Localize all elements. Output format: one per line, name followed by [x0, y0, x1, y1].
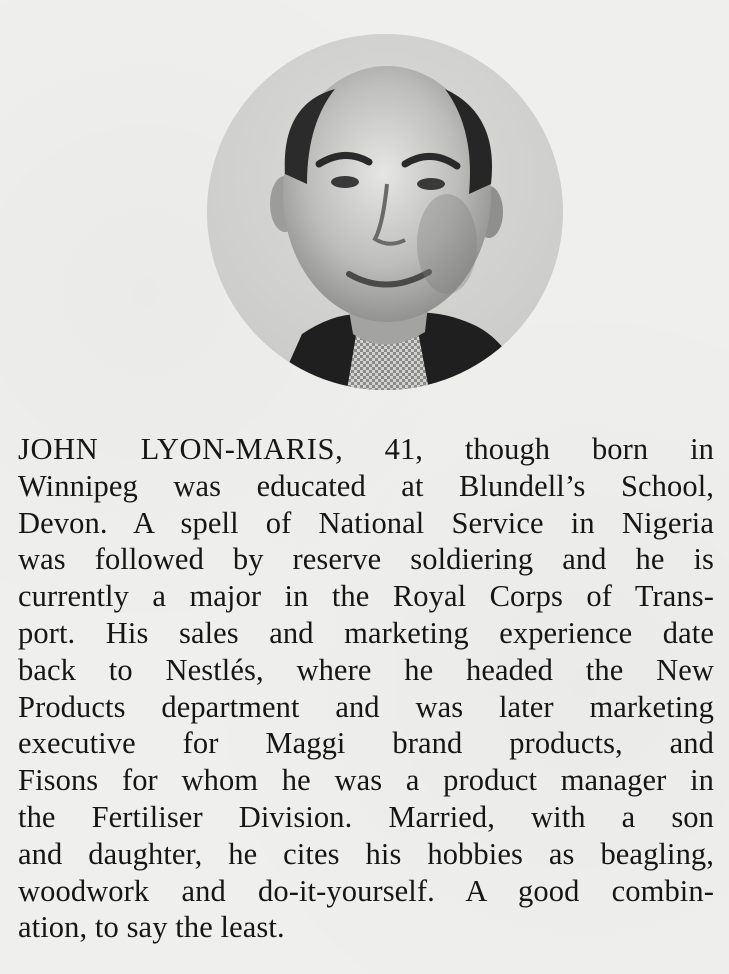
bio-line-14: ation, to say the least.: [18, 910, 285, 945]
portrait-illustration: [207, 34, 563, 390]
bio-line-1-text: , 41, though born in: [335, 432, 714, 466]
bio-line-5: currently a major in the Royal Corps of Trans-: [18, 579, 714, 614]
bio-line-1: [18, 431, 714, 468]
person-name: JOHN LYON-MARIS: [18, 432, 336, 466]
bio-line-2: Winnipeg was educated at Blundell’s School,: [18, 468, 714, 503]
bio-line-11: the Fertiliser Division. Married, with a son: [18, 799, 714, 834]
bio-line-8: Products department and was later marketing: [18, 689, 714, 724]
bio-line-9: executive for Maggi brand products, and: [18, 726, 714, 761]
bio-line-10: Fisons for whom he was a product manager in: [18, 763, 714, 798]
bio-line-6: port. His sales and marketing experience date: [18, 615, 714, 650]
bio-line-7: back to Nestlés, where he headed the New: [18, 652, 714, 687]
bio-line-3: Devon. A spell of National Service in Nigeria: [18, 505, 714, 540]
portrait-photo: [207, 34, 563, 390]
bio-line-4: was followed by reserve soldiering and he is: [18, 542, 714, 577]
bio-line-12: and daughter, he cites his hobbies as beagling,: [18, 836, 714, 871]
biography-paragraph: [18, 431, 714, 946]
bio-line-13: woodwork and do-it-yourself. A good combin-: [18, 873, 714, 908]
